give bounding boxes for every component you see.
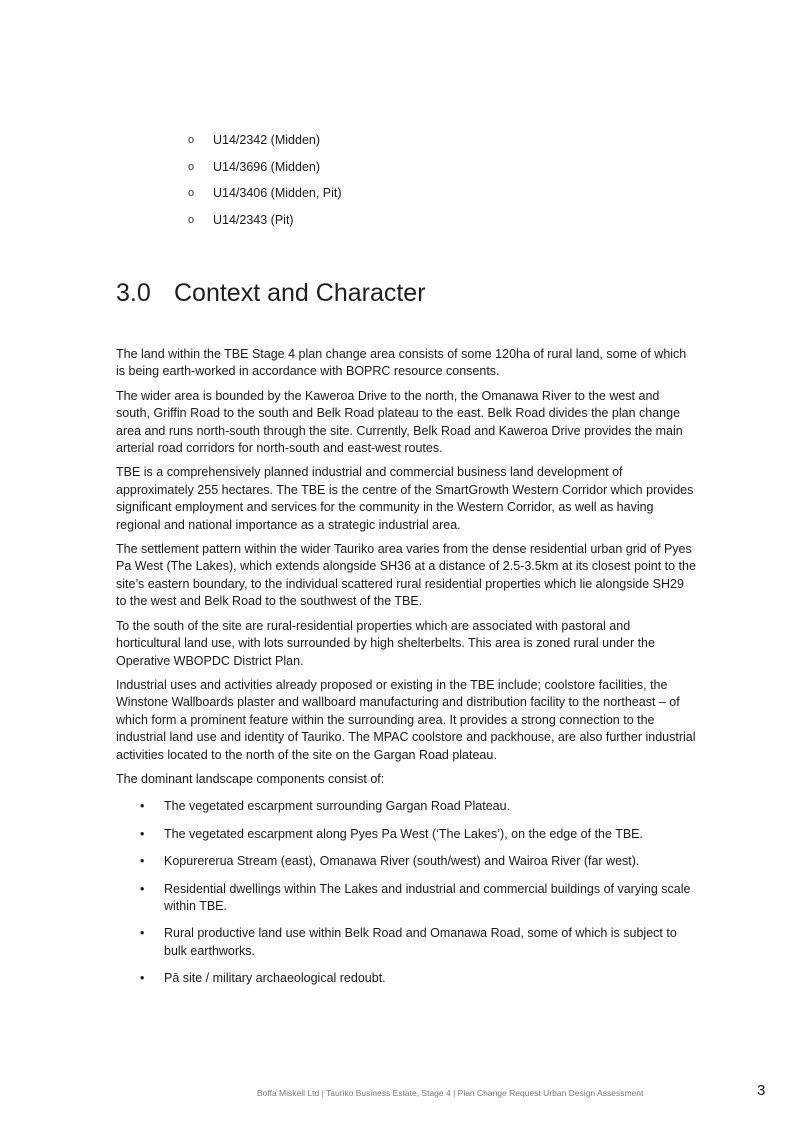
- list-item: [116, 853, 696, 870]
- site-label: U14/3406 (Midden, Pit): [213, 186, 342, 200]
- section-heading: [116, 279, 426, 308]
- bullet-icon: •: [140, 926, 145, 941]
- page-number: 3: [757, 1082, 766, 1099]
- list-item: [188, 212, 342, 239]
- list-item: [116, 826, 696, 843]
- list-item: [116, 881, 696, 916]
- site-label: U14/2342 (Midden): [213, 133, 321, 147]
- list-item-text: The vegetated escarpment surrounding Gargan Road Plateau.: [164, 799, 511, 814]
- circle-bullet-icon: o: [188, 160, 195, 173]
- landscape-components-list: [116, 798, 696, 987]
- page-footer: Boffa Miskell Ltd | Tauriko Business Estate, Stage 4 | Plan Change Request Urban Design Assessment: [257, 1088, 644, 1098]
- paragraph: The dominant landscape components consist of:: [116, 771, 385, 786]
- list-item: [188, 159, 342, 186]
- bullet-icon: •: [140, 854, 145, 869]
- paragraph: The settlement pattern within the wider Tauriko area varies from the dense residential urban grid of Pyes Pa West (The Lakes), which extends alongside SH36 at a distance of 2.5-3.5km at its closest point to the site’s eastern boundary, to the individual scattered rural residential properties which lie alongside SH29 to the west and Belk Road to the southwest of the TBE.: [116, 542, 696, 609]
- archaeological-site-list: [188, 132, 342, 238]
- list-item-text: Pā site / military archaeological redoubt.: [164, 971, 386, 986]
- paragraph: The land within the TBE Stage 4 plan change area consists of some 120ha of rural land, some of which is being earth-worked in accordance with BOPRC resource consents.: [116, 347, 687, 379]
- bullet-icon: •: [140, 799, 145, 814]
- paragraph: Industrial uses and activities already proposed or existing in the TBE include; coolstore facilities, the Winstone Wallboards plaster and wallboard manufacturing and distribution facility to the northeast – of which form a prominent feature within the surrounding area. It provides a strong connection to the industrial land use and identity of Tauriko. The MPAC coolstore and packhouse, are also further industrial activities located to the north of the site on the Gargan Road plateau.: [116, 677, 696, 762]
- list-item-text: Residential dwellings within The Lakes and industrial and commercial buildings of varying scale within TBE.: [164, 881, 691, 913]
- bullet-icon: •: [140, 826, 145, 841]
- list-item-text: The vegetated escarpment along Pyes Pa West (‘The Lakes’), on the edge of the TBE.: [164, 826, 643, 841]
- site-label: U14/3696 (Midden): [213, 159, 321, 174]
- section-body: [116, 346, 696, 998]
- paragraph: To the south of the site are rural-residential properties which are associated with pastoral and horticultural land use, with lots surrounded by high shelterbelts. This area is zoned rural under the Operative WBOPDC District Plan.: [116, 618, 655, 668]
- list-item: [116, 925, 696, 960]
- bullet-icon: •: [140, 881, 145, 896]
- list-item: [116, 970, 696, 987]
- list-item-text: Rural productive land use within Belk Road and Omanawa Road, some of which is subject to bulk earthworks.: [164, 926, 677, 958]
- list-item: [188, 132, 342, 159]
- site-label: U14/2343 (Pit): [213, 212, 294, 227]
- paragraph: TBE is a comprehensively planned industrial and commercial business land development of approximately 255 hectares. The TBE is the centre of the SmartGrowth Western Corridor which provides significant employment and services for the community in the Western Corridor, as well as having regional and national importance as a strategic industrial area.: [116, 465, 694, 532]
- section-number: 3.0: [116, 279, 151, 307]
- circle-bullet-icon: o: [188, 187, 195, 199]
- circle-bullet-icon: o: [188, 134, 195, 146]
- list-item: [116, 798, 696, 815]
- paragraph: The wider area is bounded by the Kaweroa Drive to the north, the Omanawa River to the west and south, Griffin Road to the south and Belk Road plateau to the east. Belk Road divides the plan change area and runs north-south through the site. Currently, Belk Road and Kaweroa Drive provides the main arterial road corridors for north-south and east-west routes.: [116, 388, 683, 456]
- section-title: Context and Character: [174, 279, 426, 307]
- circle-bullet-icon: o: [188, 213, 195, 226]
- list-item: [188, 185, 342, 212]
- list-item-text: Kopurererua Stream (east), Omanawa River (south/west) and Wairoa River (far west).: [164, 854, 640, 869]
- bullet-icon: •: [140, 971, 145, 986]
